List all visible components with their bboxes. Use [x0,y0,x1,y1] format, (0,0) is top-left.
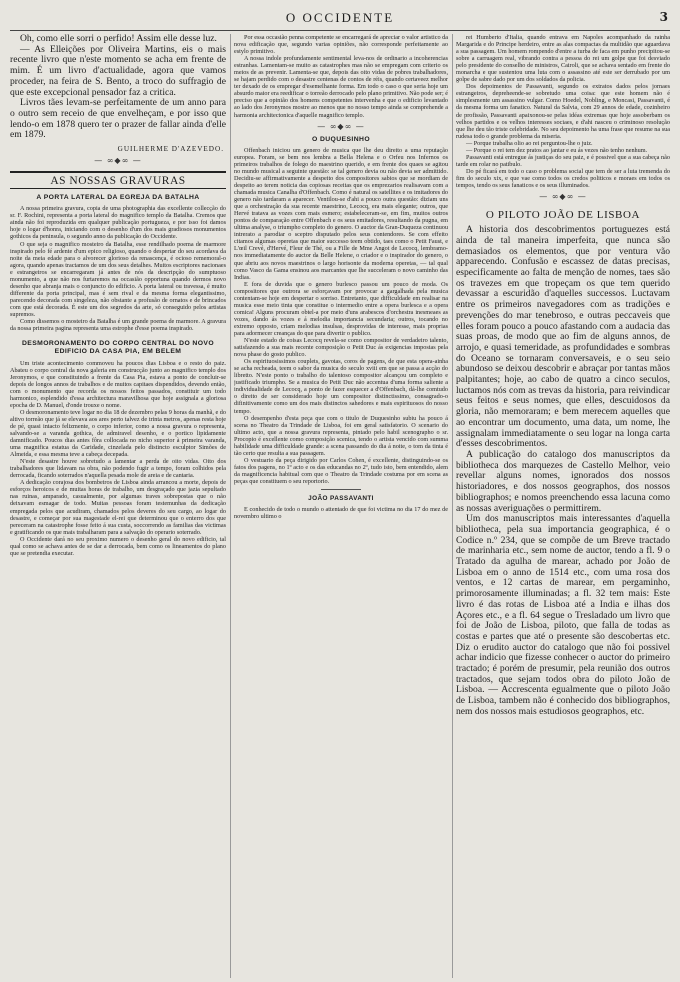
paragraph: Os espirituosissimos couplets, gavotas, coros de pagens, de que esta opera-ainha se acha recheada, teem o sabor da musica do seculo xviii em que se passa a acção do libretto. N'este ponto o trabalho do talentoso compositor alcançou um completo e justificado triumpho. Se a musica do Petit Duc não accentua d'uma forma saliente a individualidade de Lecocq, a ponto de fazer esquecer a d'Offenbach, dá-lhe comtudo o direito de ser considerado hoje um compositor distinctissimo, consagrado-o difinitivamente como um dos mais distinctos sahedores e mais espirituosos do nosso tempo. [234,358,448,415]
masthead [10,8,670,31]
paragraph: Do pé ficará em todo o caso o problema social que tem de ser a luta tremenda do fim do seculo xix, e que vae como todos os credos politicos e moraes em todos os tempos, tendo os seus fanaticos e os seus illuminados. [456,167,670,189]
article-heading: A PORTA LATERAL DA EGREJA DA BATALHA [36,194,200,202]
short-rule [321,489,361,490]
column-2 [234,34,448,978]
paragraph: Offenbach iniciou um genero de musica que lhe deu direito a uma reputação europea. Foram, se bem nos lembra a Bella Helena e o Orfeu nos Infernos os primeiros trabalhos de folego do maestrino querido, e em frente dos quaes se agitou no mundo musical a seguinte questão: se tal genero devia ou não devia ser admittido. Decidiu-se affirmativamente a despeito dos compositores sabios que se mordiam de despeito ao terem noticia das copiosas receitas que os emprezarios realisavam com a chamada musica Canalha d'Offenbach. Como é natural os satellites e os imitadores do genero não tardaram a aparecer. Ventilou-se d'ahi a pouco outra questão: diziam uns que a orchestração da sua recente maestrino, Lecocq, era mais elegante; outros, que Hervé tratava as vozes com mais esmero; estabeleceram-se, em fim, muitos outros pontos de comparação entre Offenbach e os seus emitadores, resultando da pugna, em ultima analyse, o triumpho completo do genero. O auctor da Gran-Duqueza continuou intrerato a parodiar o sceptro disputado pelos seus contendores. Se com effeito citamos algumas operetas que maior successo teem obtido, taes como o Petit Faust, e L'œil Crevé, d'Hervé, Fleur de Thé, ou a Fille de Mme Angot de Lecocq, lembramo-nos immediatamente do auctor da Belle Helene, o criador e o inspirador do genero, o que abriu aos novos maestrinos o largo horisonte da moderna operetas, — tal qual como Vasco da Gama ensinou aos marcantes que lhe succeleram o novo caminho das Indias. [234,146,448,281]
article-heading: DESMORONAMENTO DO CORPO CENTRAL DO NOVO EDIFICIO DA CASA PIA, EM BELEM [21,340,215,356]
paragraph: Como dissemos o mosteiro da Batalha é um grande poema de marmore. A gravura da nossa primeira pagina representa uma estrophe d'esse poema inspirado. [10,318,226,333]
ornament-divider: — ∞◆∞ — [317,121,365,131]
columns [10,34,670,978]
paragraph: N'este estado de coisas Lecocq revela-se como compositor de verdadeiro talento, satisfazendo a sua mais recente composição o Petit Duc ás exigencias impostas pela nova phase do gosto publico. [234,337,448,359]
column-3 [456,34,670,978]
paragraph: O desmoronamento teve logar no dia 18 de dezembro pelas 9 horas da manhã, e do altivo torreão que já se elevava aos ares perto talvez de trinta metros, apenas resta hoje de pé, quasi intacto felizmente, o corpo inferior, como a nossa gravura o representa, salvando-se a varanda gothica, de admiravel desenho, e o portico lipidamente damnificado. Poucos dias antes fôra collocada no nicho superior à primeira varanda, uma magnifica estatua da Caridade, cinzelada pelo distincto esculptor Simões de Almeida, e essa mesma teve a cabeça decepada. [10,408,226,459]
column-divider [452,34,453,978]
paragraph: A publicação do catalogo dos manuscriptos da bibliotheca dos marquezes de Castello Melhor, veio revellar alguns nomes, ignorados dos nossos historiadores, e dos nossos geographos, dos nossos bibliographos; e nomos preenchendo essa lacuna como as nossas averiguações o permittirem. [456,449,670,514]
paragraph: O Occidente dará no seu proximo numero o desenho geral do novo edificio, tal qual como se achava antes de se dar a derrocada, bem como os lineamentos do plano que se pretendia executar. [10,535,226,557]
article-heading: JOÃO PASSAVANTI [308,495,374,503]
column-divider [230,34,231,978]
author-signature: GUILHERME D'AZEVEDO. [117,145,224,154]
paragraph: Dos depoimentos de Passavanti, segundo os extratos dados pelos jornaes estrangeiros, depreheende-se sobretudo uma coisa: que este homem não é simplesmente um assassino vulgar. Como Hoedel, Nobling, e Moncasi, Passavanti, é da mesma forma um fanatico. Natural da Salvia, com 29 annos de edade, cozinheiro de profissão, Passavanti apaixonou-se pelas idéas extremas que hoje assoberbam os velhos partidos e os velhos interesses sociaes, e d'ahi nasceu o criminoso resolução que lhe deu tão triste celebridade. No seu depoimento ha uma frase que resume na sua rudesa todo o grande problema da miseria. [456,83,670,140]
paragraph: Por essa occasião penna competente se encarregará de apreciar o valor artistico da nova edificação que, segundo varias opiniões, não corresponde perfeitamente ao estylo primitivo. [234,34,448,56]
paragraph: Um dos manuscriptos mais interessantes d'aquella bibliotheca, pela sua importancia geographica, é o Codice n.º 234, que se compõe de um Breve tractado de marinharia etc., sem nome de auctor, tendo a fl. 9 o Tratado da agulha de marear, achado por João de Lisboa em o anno de 1514 etc., com uma rosa dos ventos, e 12 cartas de marear, em pergaminho, primorosamente illuminadas; a fl. 32 tem mais: Este livro é das rotas de Lisboa até a India e ilhas dos Açores etc., e a fl. 64 segue o Tresladado um livro que foi de João de Lisboa, piloto, que falla de todas as costas e partes que até o presente são descobertas etc. Diz o erudito auctor do catalogo que não foi possivel achar indicio que fizesse conhecer o auctor do primeiro tractado; é porém de presumir, pela reunião dos outros tractados, que sejam todos obra do piloto João de Lisboa. — Accrescenta egualmente que o piloto João de Lisboa, tambem não é conhecido dos bibliographos, nem dos nossos mais estudiosos geographos, etc. [456,513,670,717]
paragraph: — Porque o rei tem dez pratos ao jantar e eu ás vezes não tenho nenhum. [466,146,648,154]
article-heading: O DUQUESINHO [311,135,371,143]
paragraph: A nossa indole profundamente sentimental leva-nos de ordinario a incoherencias estranhas. Lamentam-se muito as catastrophes mas não se empregam com criterio os meios de as prevenir. Lamenta-se que, depois das oito vidas de pobres trabalhadores, se hajam perdido com o desastre centenas de contos de réis, quando certaveez melhor ter dexado de os empregar d'esemelhante forma. Em todo o caso o que seria hoje um absurdo maior era reedificar o torreão derrocado pelo plano primitivo. Não pode ser; é preciso que a opinião dos homens competentes intervenha e que o edificio levantado ao lado dos Jeronymos mostre ao menos que no nosso tempo ainda se comprehende a harmonia architectonica d'aquelle magnifico templo. [234,55,448,119]
paragraph: rei Humberto d'Italia, quando entrava em Napoles acompanhado da rainha Margarida e do Principe herdeiro, entre as alas compactas da multidão que aguardava a sua passagem. Um homem rompendo d'entre a turba de faca em punho precipitou-se sobre a carruagem real, vibrando contra a pessoa do rei um golpe que foi desviado pelo presidente do conselho de ministros, Cairoli, que se achava sentado em frente do monarcha e que sustentou uma luta com o assassino até este ser derrubado por um golpe de sabre dado por um dos soldados da policia. [456,34,670,84]
column-1 [10,34,226,978]
paragraph: Livros tães levam-se perfeitamente de um anno para o outro sem receio de que envelheçam, e por isso que lendo-o em 1878 quero ter o prazer de fallar ainda d'elle em 1879. [10,97,226,141]
paragraph: — Porque trabalha olio ao rei perguntou-lhe o juiz. [466,139,593,147]
paragraph: Passavanti está entregue ás justiças do seu paiz, e é possivel que a sua cabeça não tarde em rolar no patibulo. [456,153,670,168]
paragraph: N'este desastre houve sobretudo a lamentar a perda de oito vidas. Oito dos trabalhadores que lidavam na obra, não podendo fugir a tempo, foram colhidos pela derrocada, ficando soterrados n'aquella pesada mole de areia e de cantaria. [10,458,226,480]
paragraph: E conhecido de todo o mundo o attentado de que foi victima no dia 17 do mez de novembro ultimo o [234,506,448,521]
article-heading: O PILOTO JOÃO DE LISBOA [485,209,641,222]
paragraph: O desempenho d'esta peça que com o titulo de Duquesinho subiu ha pouco á scena no Theatro da Trindade de Lisboa, foi em geral satisfatorio. O scenario do ultimo acto, que a nossa gravura representa, pintado pelo habil scenographo o sr. Procopio é excellente como composição scenica, tendo o artista vencido com summa habilidade uma difficuldade grande: a scena passando do dia á noite, o tom da tinta é tão certo que resulta a sua passagem. [234,414,448,457]
paragraph: A historia dos descobrimentos portuguezes está ainda de tal maneira imperfeita, que nunca são demasiados os elementos, que por ventura vão apparecendo. Confusão e escassez de datas precisas, especificamente ao falta de menção de nomes, taes são os travezes em que tropeçam os que tem querido devassar a escuridão d'aquelles successos. Luctavam entre os primeiros navegadores com as tradições e prevenções do mar tenebroso, e outras peccaveis que elles foram pouco a pouco afastando com a audacia das suas proas, de modo que ao fim de alguns annos, de arrojo, e quasi temeridade, as profundidades e sombras do Oceano se tornaram conversaveis, e o seu seio abundoso se deixou descobrir e abraçar por tantas mãos palpitantes; hoje, ao cabo de quatro a cinco seculos, luctamos nós com as trevas da historia, para reivindicar seus feitos e seus nomes, que elles, descuidosos da gloria, não memoraram; e bem merecem aquelles que ao encontrar um documento, uma data, um nome, lhe assignalam immediatamente o seu logar na longa carta d'esses descobrimentos. [456,224,670,450]
paragraph: Oh, como elle sorri o perfido! Assim elle desse luz. [20,34,217,44]
ornament-divider: — ∞◆∞ — [539,192,587,202]
paragraph: — As Elleições por Oliveira Martins, eis o mais recente livro que n'este momento se acha em frente de mim. É um livro d'actualidade, agora que vamos proceder, na feira de S. Bento, a troco do suffragio de que este excepcional pensador faz a critica. [10,43,226,98]
page-number: 3 [659,10,668,24]
paragraph: A nossa primeira gravura, copia de uma photographia das excellente collecção do sr. F. Rochini, representa a porta lateral do magnifico templo da Batalha. Cremos que ainda não foi reproduzida em qualquer publicação portugueza, e por isso foi damos hoje o logar d'honra, iniciando com o desenho d'um dos mais gradiosos monumentos gothicos da peninsula, o segundo anno da publicação do Occidente. [10,205,226,241]
paragraph: E fora de duvida que o genero burlesco passou um pouco de moda. Os compositores que outrora se esforçavam por provocar a gargalhada pela musica contentam-se hoje em despertar o sorriso. Entretanto, que difficuldade em realisar na musica esse meio tinta que constitue o intermedio entre a opera burlesca e a opera comica! Alguns procuram obtel-a por meio d'uns arabescos d'orchestra inesmeaes as vozes, dando ás vozes e á melodia importancia secundaria; outros, tocando no extremo opposto, criam melodias insulsas, desprovidas de interesse, mais proprias para adormecer creanças do que para divertir o publico. [234,280,448,337]
publication-title: O OCCIDENTE [285,10,395,25]
paragraph: O vestuario da peça dirigido por Carlos Cohen, é excellente, distinguindo-se os fatos dos pagens, no 1º acto e os das educandas no 2º, tudo isto, bem entendido, alem da magnificencia habitual com que o Theatro da Trindade costuma por em scena as peças que constituem o seu reportorio. [234,456,448,485]
paragraph: O que seja o magnifico mosteiro da Batalha, esse rendilhado poema de marmore inspirado pelo fé ardente d'um epico religioso, quando o despertar do seu acordava da noite da meia edade para o alvorecer glorioso da renascença, é ocioso rememoral-o agora, quando apenas tractamos de um dos seus detalhes. Muitos escriptores nacionaes e estrangeiros se encarregaram já antes de nós da descripção do sumptuoso monumento, a que não nos furtaremos na occasião opportuna quando dermos novo desenho que abranja mais o conjuncto do edificio. A porta lateral ou travessa, é muito differente da porta principal, mas é sem rival e da mesma forma elegantissimo, parecendo decorada com singeleza, não obstante a profusão de ornatos e de brincados com que está decorada. É este um dos segredos da arte, só conseguido pelos artistas supremos. [10,240,226,318]
ornament-divider: — ∞◆∞ — [94,156,142,166]
paragraph: Um triste acontecimento commoveu ha poucos dias Lisboa e o resto do paiz. Abateu o corpo central da nova galeria em construcção junto ao magnifico templo dos Jeronymos, e que constituindo a frente da Casa Pia, estava a ponto de concluir-se depois de longos annos de trabalhos e de muitos capitaes dispendidos, devendo então, com o monumento que recorda os nossos feitos passados, constituir um todo harmonico, esplendido d'essa architectura maravilhosa que hoje assignala a gloriosa epocha de D. Manuel, d'onde trouxe o nome. [10,359,226,409]
section-title: AS NOSSAS GRAVURAS [10,171,226,189]
paragraph: A dedicação corajosa dos bombeiros de Lisboa ainda arrancou a morte, depois de esforços heroicos e de muitas horas de trabalho, um desgraçado que jazia sepultado nas ruinas, amparado, casualmente, por algumas traves sobrepostas que o não deixavam esmagar de todo. Muitas pessoas foram testemunhas da dedicação empregada pelos que acudiram, chamados pelos deveres do seu cargo, ao logar do desastre, e começar por sua magestade el-rei que determinou que o enterro dos que pereceram na catastrophe fosse feito á sua custa, soccorrendo as familias das victimas e gratificando os que mais trabalharam para a salvação do operario soterrado. [10,479,226,536]
